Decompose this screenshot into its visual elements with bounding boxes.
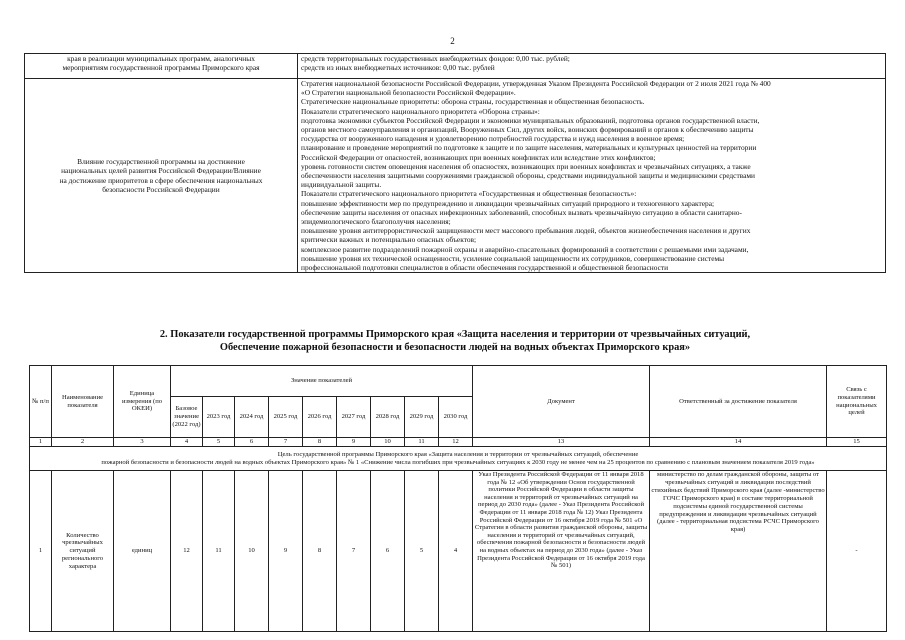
column-number: 15 bbox=[827, 438, 887, 447]
text-line: края в реализации муниципальных программ, аналогичных bbox=[67, 54, 255, 63]
text-line: уровень готовности систем оповещения населения об опасностях, возникающих при военных конфликтах и чрезвычайных ситуациях, а также bbox=[301, 161, 751, 171]
goal-line: Цель государственной программы Приморского края «Защита населения и территории от чрезвычайных ситуаций, обеспечение bbox=[277, 450, 639, 458]
column-number: 8 bbox=[303, 438, 337, 447]
text-line: повышение уровня их технической оснащенности, усиление социальной защищенности их сотрудников, совершенствование системы bbox=[301, 253, 725, 263]
header-year: 2030 год bbox=[439, 397, 473, 438]
section-title-line: 2. Показатели государственной программы Приморского края «Защита населения и территории от чрезвычайных ситуаций, bbox=[159, 329, 751, 340]
column-number: 2 bbox=[52, 438, 114, 447]
column-number-row bbox=[30, 438, 887, 447]
passport-row-national-goals bbox=[25, 79, 886, 273]
text-line: подготовка экономики субъектов Российской Федерации и экономики муниципальных образований, подготовка органов государственной власти, bbox=[301, 115, 760, 125]
column-number: 10 bbox=[371, 438, 405, 447]
passport-row-value bbox=[298, 54, 886, 79]
header-year: 2024 год bbox=[235, 397, 269, 438]
column-number: 6 bbox=[235, 438, 269, 447]
goal-row bbox=[30, 447, 887, 471]
passport-table bbox=[24, 53, 886, 273]
table-row bbox=[30, 471, 887, 632]
header-year: 2027 год bbox=[337, 397, 371, 438]
passport-row-label bbox=[25, 79, 298, 273]
row-document: Указ Президента Российской Федерации от 11 января 2018 года № 12 «Об утверждении Основ государственной политики Российской Федерации в области защиты населения и территорий от чрезвычайных ситуаций на период до 2030 года» (далее - Указ Президента Российской Федерации от 11 января 2018 года № 12) Указ Президента Российской Федерации от 16 октября 2019 года № 501 «О Стратегии в области развития гражданской обороны, защиты населения и территорий от чрезвычайных ситуаций, обеспечения пожарной безопасности и безопасности людей на водных объектах на период до 2030 года» (далее - Указ Президента Российской Федерации от 16 октября 2019 года № 501) bbox=[473, 471, 650, 632]
header-unit: Единица измерения (по ОКЕИ) bbox=[114, 366, 171, 438]
page-number: 2 bbox=[450, 36, 455, 46]
text-line: повышение уровня антитеррористической защищенности мест массового пребывания людей, объектов жизнеобеспечения населения и других bbox=[301, 226, 751, 236]
text-line: Стратегические национальные приоритеты: оборона страны, государственная и общественная безопасность. bbox=[301, 97, 645, 107]
header-base: Базовое значение (2022 год) bbox=[171, 397, 203, 438]
row-num: 1 bbox=[30, 471, 52, 632]
text-line: профессиональной подготовки специалистов в области обеспечения государственной и общественной безопасности bbox=[301, 263, 669, 273]
text-line: Российской Федерации от опасностей, возникающих при военных конфликтах или вследствие этих конфликтов; bbox=[301, 152, 656, 162]
header-year: 2025 год bbox=[269, 397, 303, 438]
text-line: планирование и проведение мероприятий по подготовке к защите и по защите населения, материальных и культурных ценностей на территории bbox=[301, 143, 757, 153]
section-title-line: Обеспечение пожарной безопасности и безопасности людей на водных объектах Приморского края» bbox=[219, 341, 691, 353]
text-line: Стратегия национальной безопасности Российской Федерации, утвержденная Указом Президента Российской Федерации от 2 июля 2021 года № 400 bbox=[301, 79, 771, 88]
header-document: Документ bbox=[473, 366, 650, 438]
text-line: эпидемиологического благополучия населения; bbox=[301, 217, 451, 227]
row-value-2030: 4 bbox=[439, 471, 473, 632]
row-value-2027: 7 bbox=[337, 471, 371, 632]
text-line: национальных целей развития Российской Федерации/Влияние bbox=[61, 166, 261, 176]
column-number: 7 bbox=[269, 438, 303, 447]
text-line: средств территориальных государственных внебюджетных фондов: 0,00 тыс. рублей; bbox=[301, 54, 570, 63]
column-number: 11 bbox=[405, 438, 439, 447]
header-year: 2028 год bbox=[371, 397, 405, 438]
text-line: средств из иных внебюджетных источников: 0,00 тыс. рублей bbox=[301, 63, 495, 73]
passport-row-value bbox=[298, 79, 886, 273]
column-number: 14 bbox=[650, 438, 827, 447]
row-value-2024: 10 bbox=[235, 471, 269, 632]
text-line: органов местного самоуправления и организаций, Вооруженных Сил, других войск, воинских формирований и органов к обеспечению защиты bbox=[301, 125, 754, 135]
row-base: 12 bbox=[171, 471, 203, 632]
text-line: повышение эффективности мер по предупреждению и ликвидации чрезвычайных ситуаций природного и техногенного характера; bbox=[301, 198, 715, 208]
header-year: 2023 год bbox=[203, 397, 235, 438]
column-number: 13 bbox=[473, 438, 650, 447]
text-line: критически важных и потенциально опасных объектов; bbox=[301, 235, 477, 245]
row-link: - bbox=[827, 471, 887, 632]
indicators-table bbox=[29, 365, 887, 632]
header-link: Связь с показателями национальных целей bbox=[827, 366, 887, 438]
text-line: «О Стратегии национальной безопасности Российской Федерации». bbox=[301, 88, 516, 98]
header-row bbox=[30, 366, 887, 397]
text-line: Показатели стратегического национального приоритета «Государственная и общественная безопасность»: bbox=[301, 189, 637, 199]
text-line: Влияние государственной программы на достижение bbox=[77, 157, 245, 167]
section-title bbox=[24, 329, 886, 354]
text-line: обеспеченности населения защитными сооружениями гражданской обороны, средствами индивидуальной защиты и медицинскими средствами bbox=[301, 171, 755, 181]
column-number: 12 bbox=[439, 438, 473, 447]
row-unit: единиц bbox=[114, 471, 171, 632]
header-name: Наименование показателя bbox=[52, 366, 114, 438]
text-line: государства от вооруженного нападения и удовлетворению потребностей государства и нужд населения в военное время; bbox=[301, 134, 685, 144]
row-name: Количество чрезвычайных ситуаций регионального характера bbox=[52, 471, 114, 632]
row-value-2028: 6 bbox=[371, 471, 405, 632]
column-number: 5 bbox=[203, 438, 235, 447]
text-line: индивидуальной защиты. bbox=[301, 180, 382, 190]
column-number: 4 bbox=[171, 438, 203, 447]
header-year: 2026 год bbox=[303, 397, 337, 438]
row-value-2025: 9 bbox=[269, 471, 303, 632]
header-values-group: Значение показателей bbox=[171, 366, 473, 397]
row-value-2023: 11 bbox=[203, 471, 235, 632]
row-value-2029: 5 bbox=[405, 471, 439, 632]
text-line: обеспечение защиты населения от опасных инфекционных заболеваний, способных вызвать чрезвычайную ситуацию в области санитарно- bbox=[301, 207, 742, 217]
passport-row-municipal bbox=[25, 54, 886, 79]
text-line: на достижение приоритетов в сфере обеспечения национальных bbox=[59, 175, 263, 185]
goal-line: пожарной безопасности и безопасности людей на водных объектах Приморского края» № 1 «Снижение числа погибших при чрезвычайных ситуациях к 2030 году не менее чем на 25 процентов по сравнению с плановым значением показателя 2019 года» bbox=[101, 458, 815, 466]
passport-row-label bbox=[25, 54, 298, 79]
column-number: 1 bbox=[30, 438, 52, 447]
column-number: 9 bbox=[337, 438, 371, 447]
text-line: мероприятиям государственной программы Приморского края bbox=[62, 63, 260, 73]
column-number: 3 bbox=[114, 438, 171, 447]
text-line: комплексное развитие подразделений пожарной охраны и аварийно-спасательных формирований в соответствии с решаемыми ими задачами, bbox=[301, 244, 749, 254]
header-year: 2029 год bbox=[405, 397, 439, 438]
goal-text bbox=[30, 447, 887, 471]
header-num: № п/п bbox=[30, 366, 52, 438]
row-responsible: министерство по делам гражданской обороны, защиты от чрезвычайных ситуаций и ликвидации последствий стихийных бедствий Приморского края (далее -министерство ГОЧС Приморского края) в составе территориальной подсистемы единой государственной системы предупреждения и ликвидации чрезвычайных ситуаций (далее - территориальная подсистема РСЧС Приморского края) bbox=[650, 471, 827, 632]
text-line: Показатели стратегического национального приоритета «Оборона страны»: bbox=[301, 106, 540, 116]
text-line: безопасности Российской Федерации bbox=[102, 184, 220, 194]
row-value-2026: 8 bbox=[303, 471, 337, 632]
header-responsible: Ответственный за достижение показателя bbox=[650, 366, 827, 438]
